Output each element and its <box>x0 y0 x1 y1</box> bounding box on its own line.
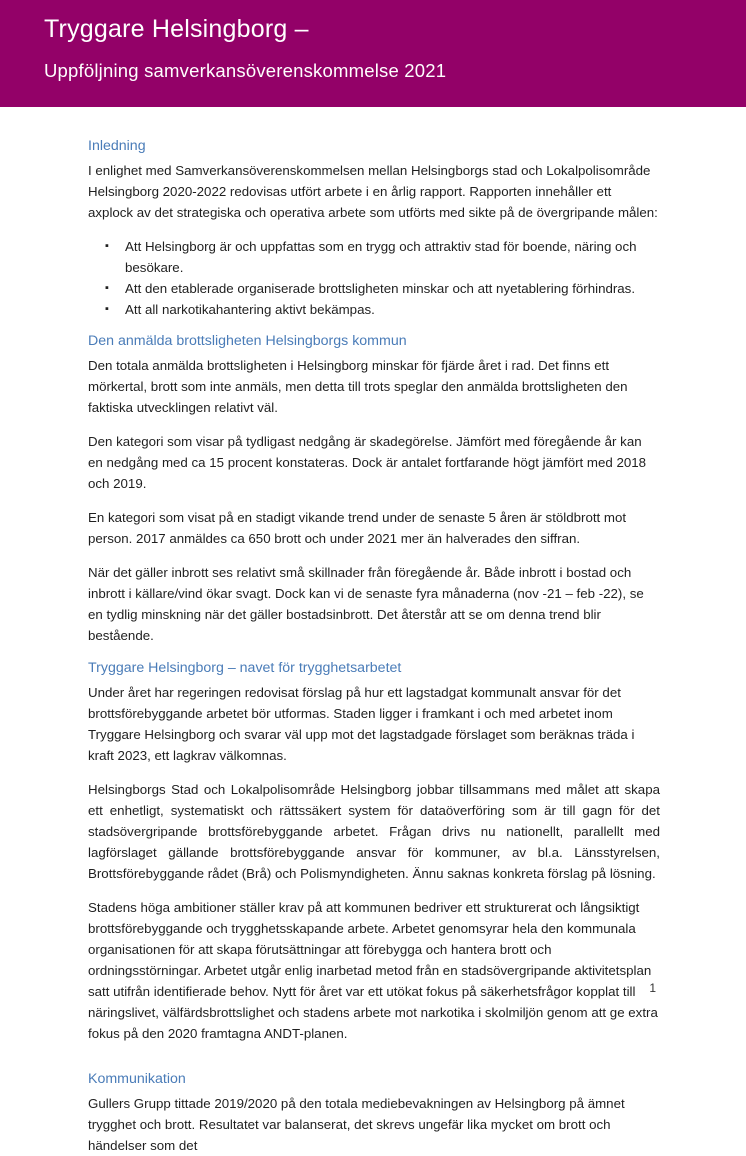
section-heading-inledning: Inledning <box>88 138 146 154</box>
list-item-goal-2: ▪ Att den etablerade organiserade brottsligheten minskar och att nyetablering förhindras. <box>125 278 660 299</box>
document-body <box>0 107 746 1156</box>
paragraph-data-transfer: Helsingborgs Stad och Lokalpolisområde Helsingborg jobbar tillsammans med målet att skapa ett enhetligt, systematiskt och rättssäkert system för dataöverföring som är till gagn för det stadsövergripande brottsförebyggande arbetet. Frågan drivs nu nationellt, parallellt med lagförslaget gällande brottsförebyggande ansvar för kommuner, av bl.a. Länsstyrelsen, Brottsförebyggande rådet (Brå) och Polismyndigheten. Ännu saknas konkreta förslag på lösning. <box>88 782 660 881</box>
report-title: Tryggare Helsingborg – <box>44 15 309 43</box>
paragraph-crime-burglary: När det gäller inbrott ses relativt små skillnader från föregående år. Både inbrott i bostad och inbrott i källare/vind ökar svagt. Dock kan vi de senaste fyra månaderna (nov -21 – feb -22), se en tydlig minskning när det gäller bostadsinbrott. Det återstår att se om denna trend blir bestående. <box>88 565 644 643</box>
paragraph-city-ambitions: Stadens höga ambitioner ställer krav på att kommunen bedriver ett strukturerat och långsiktigt brottsförebyggande och trygghetsskapande arbete. Arbetet genomsyrar hela den kommunala organisationen för att skapa förutsättningar att förebygga och hantera brott och ordningsstörningar. Arbetet utgår enlig inarbetad metod från en stadsövergripande aktivitetsplan satt utifrån identifierade behov. Nytt för året var ett utökat fokus på säkerhetsfrågor kopplat till näringslivet, välfärdsbrottslighet och stadens arbete mot narkotika i skolmiljön genom att ge extra fokus på den 2020 framtagna ANDT-planen. <box>88 900 658 1041</box>
section-heading-tryggare-helsingborg: Tryggare Helsingborg – navet för trygghetsarbetet <box>88 660 402 676</box>
section-heading-kommunikation: Kommunikation <box>88 1071 186 1087</box>
list-item-goal-1: ▪ Att Helsingborg är och uppfattas som en trygg och attraktiv stad för boende, näring och besökare. <box>125 236 660 278</box>
goal-list <box>88 236 660 320</box>
report-subtitle: Uppföljning samverkansöverenskommelse 2021 <box>44 60 447 81</box>
list-item-goal-3: ▪ Att all narkotikahantering aktivt bekämpas. <box>125 299 660 320</box>
title-banner <box>0 0 746 107</box>
paragraph-law-proposal: Under året har regeringen redovisat förslag på hur ett lagstadgat kommunalt ansvar för det brottsförebyggande arbetet bör utformas. Staden ligger i framkant i och med arbetet inom Tryggare Helsingborg och svarar väl upp mot det lagstadgade förslaget som beräknas träda i kraft 2023, ett lagkrav välkomnas. <box>88 685 635 763</box>
paragraph-intro: I enlighet med Samverkansöverenskommelsen mellan Helsingborgs stad och Lokalpolisområde Helsingborg 2020-2022 redovisas utfört arbete i en årlig rapport. Rapporten innehåller ett axplock av det strategiska och operativa arbete som utförts med sikte på de övergripande målen: <box>88 163 658 220</box>
page-number: 1 <box>649 981 656 995</box>
section-heading-anmalda-brottsligheten: Den anmälda brottsligheten Helsingborgs kommun <box>88 333 407 349</box>
paragraph-crime-total: Den totala anmälda brottsligheten i Helsingborg minskar för fjärde året i rad. Det finns ett mörkertal, brott som inte anmäls, men detta till trots speglar den anmälda brottsligheten den faktiska utvecklingen relativt väl. <box>88 358 628 415</box>
paragraph-media-coverage: Gullers Grupp tittade 2019/2020 på den totala mediebevakningen av Helsingborg på ämnet trygghet och brott. Resultatet var balanserat, det skrevs ungefär lika mycket om brott och händelser som det <box>88 1096 625 1153</box>
paragraph-crime-vandalism: Den kategori som visar på tydligast nedgång är skadegörelse. Jämfört med föregående år kan en nedgång med ca 15 procent konstateras. Dock är antalet fortfarande högt jämfört med 2018 och 2019. <box>88 434 647 491</box>
paragraph-crime-theft: En kategori som visat på en stadigt vikande trend under de senaste 5 åren är stöldbrott mot person. 2017 anmäldes ca 650 brott och under 2021 mer än halverades den siffran. <box>88 510 627 546</box>
